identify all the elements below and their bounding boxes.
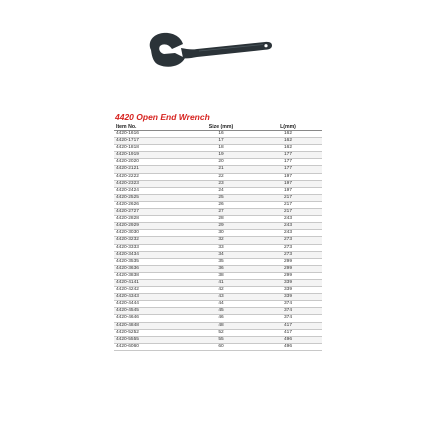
table-row <box>114 336 322 343</box>
spec-table <box>114 124 322 351</box>
cell-size: 36 <box>188 265 254 272</box>
wrench-head-icon <box>150 33 185 67</box>
cell-length: 273 <box>254 251 322 258</box>
cell-size: 52 <box>188 329 254 336</box>
cell-length: 177 <box>254 152 322 159</box>
column-header-length: L(mm) <box>254 124 322 131</box>
table-row <box>114 322 322 329</box>
cell-length: 162 <box>254 131 322 138</box>
table-row <box>114 279 322 286</box>
table-row <box>114 159 322 166</box>
cell-item-no: 4420-2020 <box>114 159 188 166</box>
table-row <box>114 287 322 294</box>
cell-length: 417 <box>254 329 322 336</box>
cell-length: 374 <box>254 301 322 308</box>
cell-length: 162 <box>254 138 322 145</box>
cell-size: 29 <box>188 223 254 230</box>
cell-item-no: 4420-4646 <box>114 315 188 322</box>
cell-length: 417 <box>254 322 322 329</box>
cell-length: 299 <box>254 272 322 279</box>
cell-size: 16 <box>188 131 254 138</box>
cell-size: 41 <box>188 279 254 286</box>
table-row <box>114 209 322 216</box>
cell-length: 273 <box>254 237 322 244</box>
table-row <box>114 145 322 152</box>
cell-item-no: 4420-3030 <box>114 230 188 237</box>
cell-item-no: 4420-2626 <box>114 201 188 208</box>
table-row <box>114 173 322 180</box>
cell-length: 496 <box>254 343 322 350</box>
cell-length: 217 <box>254 201 322 208</box>
cell-size: 45 <box>188 308 254 315</box>
cell-length: 177 <box>254 166 322 173</box>
cell-size: 38 <box>188 272 254 279</box>
table-row <box>114 131 322 138</box>
cell-item-no: 4420-5252 <box>114 329 188 336</box>
table-row <box>114 223 322 230</box>
cell-item-no: 4420-3636 <box>114 265 188 272</box>
cell-size: 23 <box>188 180 254 187</box>
cell-size: 27 <box>188 209 254 216</box>
table-row <box>114 166 322 173</box>
cell-item-no: 4420-3434 <box>114 251 188 258</box>
cell-length: 217 <box>254 209 322 216</box>
table-row <box>114 216 322 223</box>
column-header-size: Size (mm) <box>188 124 254 131</box>
table-row <box>114 294 322 301</box>
cell-length: 374 <box>254 308 322 315</box>
table-body <box>114 131 322 351</box>
cell-item-no: 4420-2424 <box>114 187 188 194</box>
cell-size: 43 <box>188 294 254 301</box>
cell-item-no: 4420-4242 <box>114 287 188 294</box>
table-row <box>114 187 322 194</box>
cell-item-no: 4420-4545 <box>114 308 188 315</box>
table-row <box>114 301 322 308</box>
wrench-handle-icon <box>181 42 272 59</box>
cell-item-no: 4420-2323 <box>114 180 188 187</box>
cell-item-no: 4420-3232 <box>114 237 188 244</box>
cell-size: 19 <box>188 152 254 159</box>
cell-length: 243 <box>254 230 322 237</box>
cell-size: 60 <box>188 343 254 350</box>
cell-length: 243 <box>254 223 322 230</box>
cell-length: 299 <box>254 265 322 272</box>
table-row <box>114 308 322 315</box>
cell-item-no: 4420-1616 <box>114 131 188 138</box>
table-row <box>114 201 322 208</box>
cell-item-no: 4420-4848 <box>114 322 188 329</box>
cell-item-no: 4420-2929 <box>114 223 188 230</box>
wrench-image <box>145 28 275 88</box>
table-row <box>114 230 322 237</box>
cell-item-no: 4420-5555 <box>114 336 188 343</box>
cell-item-no: 4420-2222 <box>114 173 188 180</box>
cell-size: 34 <box>188 251 254 258</box>
cell-size: 28 <box>188 216 254 223</box>
table-row <box>114 265 322 272</box>
cell-item-no: 4420-4444 <box>114 301 188 308</box>
cell-size: 33 <box>188 244 254 251</box>
cell-item-no: 4420-2727 <box>114 209 188 216</box>
cell-length: 243 <box>254 216 322 223</box>
table-row <box>114 138 322 145</box>
cell-item-no: 4420-4343 <box>114 294 188 301</box>
cell-size: 46 <box>188 315 254 322</box>
table-row <box>114 329 322 336</box>
cell-item-no: 4420-2525 <box>114 194 188 201</box>
table-row <box>114 315 322 322</box>
cell-length: 496 <box>254 336 322 343</box>
table-row <box>114 194 322 201</box>
page-title: 4420 Open End Wrench <box>115 112 210 122</box>
table-row <box>114 244 322 251</box>
table-row <box>114 272 322 279</box>
cell-item-no: 4420-1919 <box>114 152 188 159</box>
cell-length: 197 <box>254 173 322 180</box>
cell-size: 42 <box>188 287 254 294</box>
cell-item-no: 4420-2121 <box>114 166 188 173</box>
cell-length: 339 <box>254 279 322 286</box>
cell-size: 17 <box>188 138 254 145</box>
table-row <box>114 237 322 244</box>
cell-length: 197 <box>254 180 322 187</box>
cell-item-no: 4420-4141 <box>114 279 188 286</box>
cell-item-no: 4420-3535 <box>114 258 188 265</box>
cell-size: 22 <box>188 173 254 180</box>
cell-size: 21 <box>188 166 254 173</box>
cell-size: 35 <box>188 258 254 265</box>
table-row <box>114 343 322 350</box>
cell-length: 273 <box>254 244 322 251</box>
cell-item-no: 4420-1717 <box>114 138 188 145</box>
cell-size: 24 <box>188 187 254 194</box>
cell-size: 48 <box>188 322 254 329</box>
table-row <box>114 251 322 258</box>
cell-length: 339 <box>254 287 322 294</box>
cell-size: 18 <box>188 145 254 152</box>
table-row <box>114 258 322 265</box>
cell-length: 299 <box>254 258 322 265</box>
table-row <box>114 152 322 159</box>
cell-item-no: 4420-2828 <box>114 216 188 223</box>
cell-length: 217 <box>254 194 322 201</box>
cell-size: 20 <box>188 159 254 166</box>
cell-size: 25 <box>188 194 254 201</box>
cell-item-no: 4420-6060 <box>114 343 188 350</box>
cell-length: 162 <box>254 145 322 152</box>
cell-item-no: 4420-3838 <box>114 272 188 279</box>
table-row <box>114 180 322 187</box>
cell-length: 374 <box>254 315 322 322</box>
cell-length: 339 <box>254 294 322 301</box>
cell-length: 197 <box>254 187 322 194</box>
cell-length: 177 <box>254 159 322 166</box>
cell-item-no: 4420-3333 <box>114 244 188 251</box>
cell-size: 32 <box>188 237 254 244</box>
cell-item-no: 4420-1818 <box>114 145 188 152</box>
cell-size: 30 <box>188 230 254 237</box>
column-header-item-no: Item No. <box>114 124 188 131</box>
cell-size: 26 <box>188 201 254 208</box>
cell-size: 44 <box>188 301 254 308</box>
cell-size: 55 <box>188 336 254 343</box>
hang-hole-icon <box>264 44 267 47</box>
